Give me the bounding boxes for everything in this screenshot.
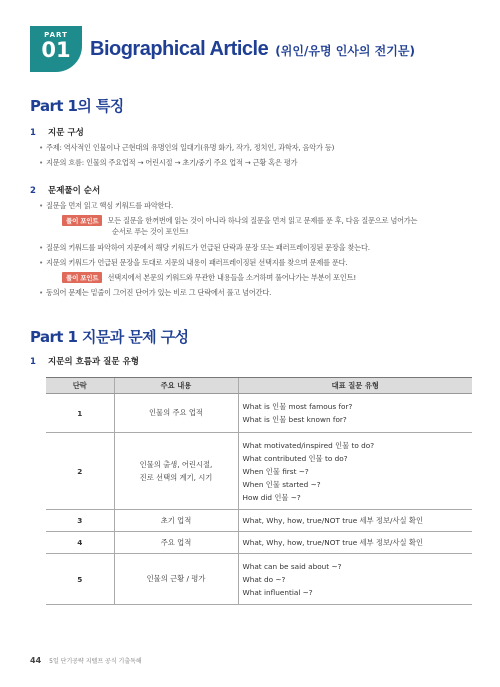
book-title: 5일 단기공략 지텔프 공식 기출독해	[49, 658, 142, 665]
step-find-choice: • 지문의 키워드가 언급된 문장을 토대로 지문의 내용이 패러프레이징된 선택지를 찾으며 문제를 푼다.	[46, 258, 348, 268]
sub2-heading	[30, 184, 100, 196]
question-line: What is 인물 most famous for?	[242, 402, 353, 411]
header-paragraph: 단락	[46, 378, 114, 394]
table-row	[46, 394, 472, 433]
main-content	[114, 510, 238, 532]
question-line: What can be said about ~?	[242, 561, 342, 571]
question-types	[238, 394, 472, 433]
point-text-2: 선택지에서 본문의 키워드와 무관한 내용들을 소거하며 풀어나가는 부분이 포인트!	[107, 273, 357, 282]
paragraph-number: 5	[46, 554, 114, 605]
table-row	[46, 433, 472, 510]
content-line: 주요 업적	[160, 537, 192, 547]
header-content: 주요 내용	[114, 378, 238, 394]
sub1-heading	[30, 126, 84, 138]
point-note-2	[62, 272, 356, 283]
step-synonym: • 동의어 문제는 밑줄이 그어진 단어가 있는 비로 그 단락에서 풀고 넘어간다.	[46, 288, 271, 298]
question-line: What, Why, how, true/NOT true 세부 정보/사실 확인	[242, 538, 423, 547]
paragraph-number: 3	[46, 510, 114, 532]
content-line: 초기 업적	[160, 515, 192, 525]
part-number: 01	[41, 38, 71, 62]
part-badge	[30, 26, 82, 72]
question-type-table	[46, 377, 472, 605]
question-line: What motivated/inspired 인물 to do?	[242, 440, 375, 450]
page-footer	[30, 656, 142, 665]
table-row	[46, 532, 472, 554]
title-english: Biographical Article	[90, 38, 269, 60]
part-label: PART	[44, 31, 68, 39]
header-question: 대표 질문 유형	[238, 378, 472, 394]
content-line: 인물의 근황 / 평가	[146, 574, 206, 583]
sub3-number: 1	[30, 357, 36, 367]
question-line: When 인물 started ~?	[242, 479, 321, 489]
point-tag: 풀이 포인트	[62, 215, 102, 226]
sub3-heading	[30, 355, 139, 367]
question-line: What, Why, how, true/NOT true 세부 정보/사실 확인	[242, 516, 423, 525]
point-text-1b: 순서로 푸는 것이 포인트!	[112, 227, 189, 236]
step-read-question: • 질문을 먼저 읽고 핵심 키워드를 파악한다.	[46, 201, 173, 211]
paragraph-number: 1	[46, 394, 114, 433]
title-korean: (위인/유명 인사의 전기문)	[275, 44, 415, 58]
sub1-title: 지문 구성	[48, 128, 84, 138]
main-content	[114, 554, 238, 605]
bullet-topic: • 주제: 역사적인 인물이나 근현대의 유명인의 일대기(유명 화가, 작가, 정치인, 과학자, 음악가 등)	[46, 143, 334, 153]
question-line: How did 인물 ~?	[242, 492, 301, 502]
table-row	[46, 510, 472, 532]
paragraph-number: 4	[46, 532, 114, 554]
question-line: What influential ~?	[242, 587, 313, 597]
question-types	[238, 433, 472, 510]
sub2-title: 문제풀이 순서	[48, 186, 101, 196]
section2-heading: Part 1 지문과 문제 구성	[30, 328, 189, 346]
question-line: What contributed 인물 to do?	[242, 453, 348, 463]
main-content	[114, 532, 238, 554]
table-row	[46, 554, 472, 605]
point-note-1	[62, 215, 417, 226]
point-tag: 풀이 포인트	[62, 272, 102, 283]
sub3-title: 지문의 흐름과 질문 유형	[48, 357, 139, 367]
question-line: What do ~?	[242, 574, 286, 584]
main-content	[114, 433, 238, 510]
sub2-number: 2	[30, 186, 36, 196]
point-text-1a: 모든 질문을 한꺼번에 읽는 것이 아니라 하나의 질문을 먼저 읽고 문제를 푼 후, 다음 질문으로 넘어가는	[107, 216, 418, 225]
bullet-flow: • 지문의 흐름: 인물의 주요업적 → 어린시절 → 초기/중기 주요 업적 → 근황 혹은 평가	[46, 158, 297, 168]
step-find-keyword: • 질문의 키워드를 파악하여 지문에서 해당 키워드가 언급된 단락과 문장 또는 패러프레이징된 문장을 찾는다.	[46, 243, 370, 253]
main-content	[114, 394, 238, 433]
page-title	[90, 38, 415, 61]
question-types	[238, 532, 472, 554]
question-types	[238, 510, 472, 532]
content-line: 인물의 주요 업적	[149, 408, 203, 417]
section1-heading: Part 1의 특징	[30, 97, 124, 115]
question-line: What is 인물 best known for?	[242, 415, 347, 424]
page-number: 44	[30, 656, 42, 665]
question-line: When 인물 first ~?	[242, 466, 309, 476]
content-line: 진로 선택의 계기, 시기	[139, 473, 213, 482]
sub1-number: 1	[30, 128, 36, 138]
table-header-row	[46, 378, 472, 394]
paragraph-number: 2	[46, 433, 114, 510]
question-types	[238, 554, 472, 605]
content-line: 인물의 출생, 어린시절,	[139, 460, 213, 469]
